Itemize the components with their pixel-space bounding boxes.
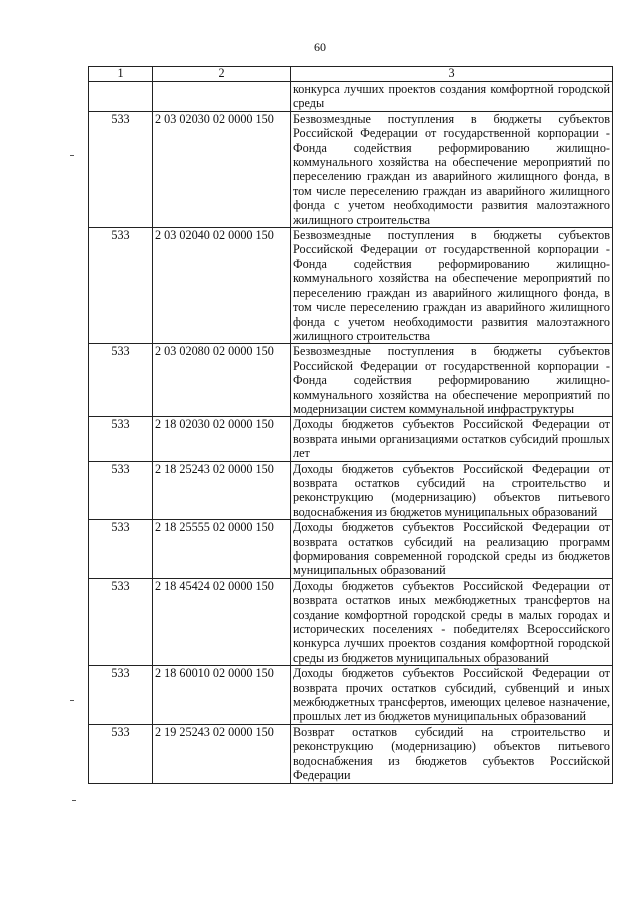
margin-mark [70, 155, 74, 156]
revenue-description: Безвозмездные поступления в бюджеты субъектов Российской Федерации от государственной корпорации - Фонда содействия реформированию жилищно-коммунального хозяйства на обеспечение мероприятий по переселению граждан из аварийного жилищного фонда, в том числе переселению граждан из аварийного жилищного фонда с учетом необходимости развития малоэтажного жилищного строительства [291, 111, 613, 227]
revenue-description: Доходы бюджетов субъектов Российской Федерации от возврата остатков иных межбюджетных трансфертов на создание комфортной городской среды в малых городах и исторических поселениях - победителях Всероссийского конкурса лучших проектов создания комфортной городской среды из бюджетов муниципальных образований [291, 578, 613, 665]
budget-classification-code: 2 18 25555 02 0000 150 [153, 520, 291, 579]
admin-code: 533 [89, 344, 153, 417]
revenue-codes-table [88, 66, 613, 784]
budget-classification-code: 2 03 02040 02 0000 150 [153, 228, 291, 344]
admin-code: 533 [89, 417, 153, 461]
admin-code: 533 [89, 111, 153, 227]
budget-classification-code: 2 03 02030 02 0000 150 [153, 111, 291, 227]
revenue-description: Безвозмездные поступления в бюджеты субъектов Российской Федерации от государственной корпорации - Фонда содействия реформированию жилищно-коммунального хозяйства на обеспечение мероприятий по модернизации систем коммунальной инфраструктуры [291, 344, 613, 417]
table-row [89, 578, 613, 665]
table-row [89, 666, 613, 725]
admin-code: 533 [89, 520, 153, 579]
admin-code: 533 [89, 578, 153, 665]
empty-cell [153, 82, 291, 112]
revenue-description: Доходы бюджетов субъектов Российской Федерации от возврата прочих остатков субсидий, субвенций и иных межбюджетных трансфертов, имеющих целевое назначение, прошлых лет из бюджетов муниципальных образований [291, 666, 613, 725]
budget-classification-code: 2 19 25243 02 0000 150 [153, 724, 291, 783]
budget-classification-code: 2 18 45424 02 0000 150 [153, 578, 291, 665]
budget-classification-code: 2 18 02030 02 0000 150 [153, 417, 291, 461]
admin-code: 533 [89, 666, 153, 725]
header-row [89, 67, 613, 82]
margin-mark [70, 700, 74, 701]
continuation-text: конкурса лучших проектов создания комфортной городской среды [291, 82, 613, 112]
header-col-3: 3 [291, 67, 613, 82]
table-row [89, 417, 613, 461]
revenue-description: Доходы бюджетов субъектов Российской Федерации от возврата остатков субсидий на реализацию программ формирования современной городской среды из бюджетов муниципальных образований [291, 520, 613, 579]
revenue-description: Доходы бюджетов субъектов Российской Федерации от возврата иными организациями остатков субсидий прошлых лет [291, 417, 613, 461]
admin-code: 533 [89, 228, 153, 344]
revenue-description: Безвозмездные поступления в бюджеты субъектов Российской Федерации от государственной корпорации - Фонда содействия реформированию жилищно-коммунального хозяйства на обеспечение мероприятий по переселению граждан из аварийного жилищного фонда, в том числе переселению граждан из аварийного жилищного фонда с учетом необходимости развития малоэтажного жилищного строительства [291, 228, 613, 344]
revenue-description: Доходы бюджетов субъектов Российской Федерации от возврата остатков субсидий на строительство и реконструкцию (модернизацию) объектов питьевого водоснабжения из бюджетов муниципальных образований [291, 461, 613, 520]
table-row [89, 228, 613, 344]
table-row [89, 520, 613, 579]
admin-code: 533 [89, 461, 153, 520]
margin-mark [72, 800, 76, 801]
budget-classification-code: 2 03 02080 02 0000 150 [153, 344, 291, 417]
budget-classification-code: 2 18 60010 02 0000 150 [153, 666, 291, 725]
header-col-2: 2 [153, 67, 291, 82]
revenue-description: Возврат остатков субсидий на строительство и реконструкцию (модернизацию) объектов питьевого водоснабжения из бюджетов субъектов Российской Федерации [291, 724, 613, 783]
continuation-row [89, 82, 613, 112]
admin-code: 533 [89, 724, 153, 783]
header-col-1: 1 [89, 67, 153, 82]
table-row [89, 111, 613, 227]
table-row [89, 724, 613, 783]
budget-classification-code: 2 18 25243 02 0000 150 [153, 461, 291, 520]
page-number: 60 [314, 40, 326, 54]
empty-cell [89, 82, 153, 112]
table-row [89, 344, 613, 417]
table-row [89, 461, 613, 520]
